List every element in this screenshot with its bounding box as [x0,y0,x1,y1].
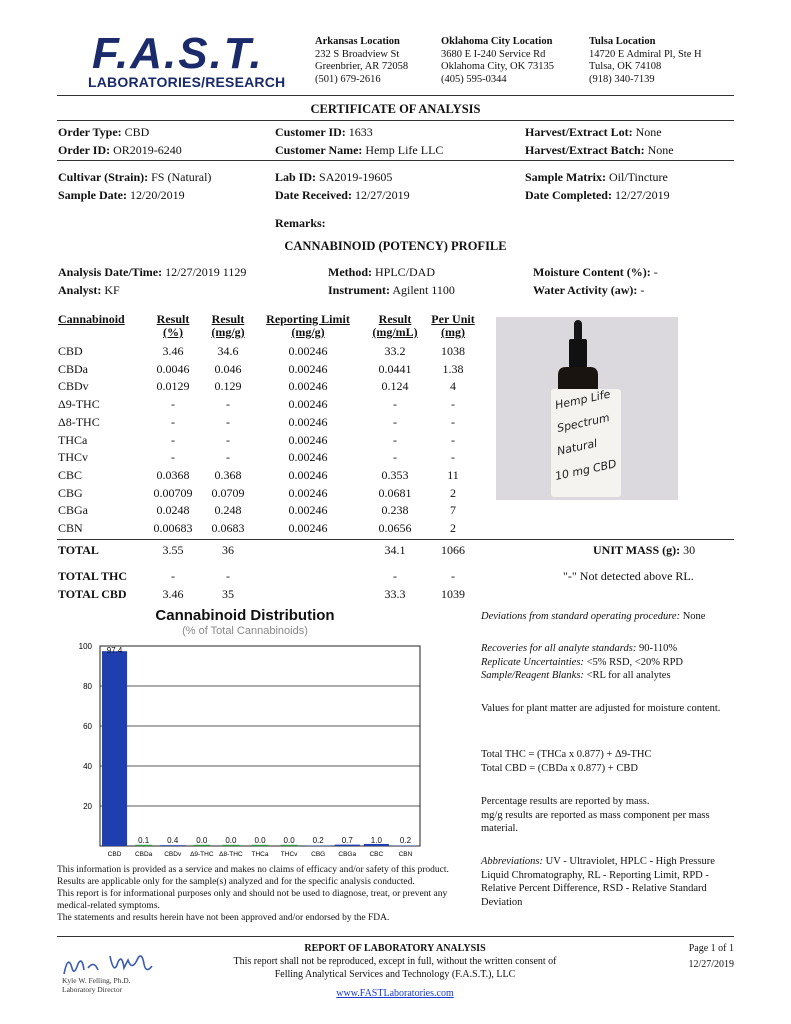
table-row-cell: 0.00246 [288,432,328,447]
table-row-cell: 0.00246 [288,503,328,518]
table-row-cell: CBN [58,521,83,535]
water-activity: Water Activity (aw): - [533,283,645,297]
table-row-cell: 33.2 [384,344,406,358]
header-rule [57,95,734,96]
analysis-datetime: Analysis Date/Time: 12/27/2019 1129 [58,265,247,279]
table-row-cell: 0.0656 [378,521,412,535]
order-id: Order ID: OR2019-6240 [58,143,182,157]
location-okc: Oklahoma City Location 3680 E I-240 Service Rd Oklahoma City, OK 73135 (405) 595-0344 [441,36,555,85]
table-row-cell: - [451,397,455,412]
sample-date: Sample Date: 12/20/2019 [58,188,185,202]
table-row-cell: 0.00246 [288,344,328,358]
table-row-cell: 0.00246 [288,485,328,500]
title-rule [57,120,734,121]
total-thc-row-cell: - [171,569,175,583]
coa-title: CERTIFICATE OF ANALYSIS [310,102,481,116]
date-completed: Date Completed: 12/27/2019 [525,188,670,202]
data-label: 0.0 [196,836,208,845]
table-row-cell: 0.00683 [153,521,193,535]
table-row-cell: - [226,397,230,412]
table-row-cell: 0.368 [214,467,242,482]
total-cbd-row-cell: 3.46 [162,587,184,601]
table-row-cell: 0.046 [214,361,242,376]
table-row-cell: - [393,432,397,447]
photo-label-2: Spectrum [555,411,611,435]
table-row-cell: - [171,414,175,429]
table-row-cell: - [451,414,455,429]
table-row-cell: 0.0248 [156,503,190,518]
table-row-cell: THCv [58,450,88,465]
bar-CBD [102,651,127,846]
table-row-cell: CBC [58,467,83,482]
sample-photo [496,317,678,500]
footer-report: REPORT OF LABORATORY ANALYSIS This report shall not be reproduced, except in full, without the written consent of Felling Analytical Services and Technology (F.A.S.T.), LLC [233,943,557,980]
harvest-lot: Harvest/Extract Lot: None [525,125,662,139]
table-row-cell: CBD [58,344,83,358]
table-row-cell: 0.0046 [156,361,190,376]
note-plant-values: Values for plant matter are adjusted for moisture content. [481,703,721,714]
total-thc-row-cell: - [226,569,230,583]
x-tick-label: CBD [107,851,122,856]
total-thc-row-cell: - [393,569,397,583]
col-header-result-mgml: Result (mg/mL) [372,312,418,339]
instrument: Instrument: Agilent 1100 [328,283,455,297]
table-row-cell: - [171,432,175,447]
table-row-cell: - [226,414,230,429]
order-rule [57,160,734,161]
table-row-cell: 0.0683 [211,521,245,535]
analyst: Analyst: KF [58,283,120,297]
y-tick-label: 40 [83,762,92,771]
plot-frame [100,646,420,846]
table-row-cell: - [393,414,397,429]
table-row-cell: 0.00246 [288,397,328,412]
data-label: 0.0 [283,836,295,845]
order-type: Order Type: CBD [58,125,150,139]
table-row-cell: 0.0368 [156,467,190,482]
table-row-cell: 1.38 [442,361,464,376]
table-row-cell: 11 [447,467,459,482]
website-link[interactable]: www.FASTLaboratories.com [336,988,454,999]
x-tick-label: CBG [311,851,326,856]
location-tulsa: Tulsa Location 14720 E Admiral Pl, Ste H Tulsa, OK 74108 (918) 340-7139 [589,36,702,85]
table-row-cell: 0.0129 [156,379,190,394]
table-row-cell: CBG [58,485,83,500]
table-row-cell: 0.124 [381,379,409,394]
col-header-rl: Reporting Limit (mg/g) [266,312,350,339]
unit-mass: UNIT MASS (g): 30 [593,543,696,557]
chart-title: Cannabinoid Distribution [155,607,335,624]
profile-title: CANNABINOID (POTENCY) PROFILE [284,239,507,253]
bar-CBDv [160,845,185,846]
table-row-cell: 0.00246 [288,361,328,376]
logo-subtitle: LABORATORIES/RESEARCH [88,74,286,90]
customer-name: Customer Name: Hemp Life LLC [275,143,444,157]
method: Method: HPLC/DAD [328,265,436,279]
y-tick-label: 80 [83,682,92,691]
sample-matrix: Sample Matrix: Oil/Tincture [525,170,668,184]
total-row-cell: TOTAL [58,543,99,557]
table-row-cell: 0.238 [381,503,409,518]
table-row-cell: CBGa [58,503,88,518]
total-cbd-row-cell: 35 [222,587,234,601]
total-cbd-row-cell: 1039 [441,587,465,601]
y-tick-label: 100 [78,642,92,651]
table-row-cell: - [226,450,230,465]
note-deviations: Deviations from standard operating procedure: None [481,611,706,622]
cannabinoid-distribution-chart [70,638,430,856]
table-row-cell: - [171,450,175,465]
table-row-cell: - [451,432,455,447]
remarks: Remarks: [275,216,326,230]
cultivar: Cultivar (Strain): FS (Natural) [58,170,212,184]
data-label: 0.0 [225,836,237,845]
data-label: 0.1 [138,836,150,845]
total-row-cell: 34.1 [384,543,406,557]
table-row-cell: - [171,397,175,412]
harvest-batch: Harvest/Extract Batch: None [525,143,674,157]
page-info: Page 1 of 1 12/27/2019 [688,943,734,970]
table-row-cell: - [393,397,397,412]
x-tick-label: CBDv [164,851,182,856]
table-row-cell: 34.6 [217,344,239,358]
table-row-cell: 7 [450,503,456,518]
data-label: 1.0 [370,836,382,845]
table-row-cell: 0.00246 [288,467,328,482]
table-row-cell: 0.00246 [288,521,328,535]
x-tick-label: Δ9-THC [190,851,214,856]
data-label: 97.4 [106,646,123,655]
x-tick-label: Δ8-THC [219,851,243,856]
company-logo [88,28,288,74]
table-row-cell: THCa [58,432,88,447]
table-row-cell: 0.353 [381,467,409,482]
table-row-cell: 1038 [441,344,465,358]
note-formulas: Total THC = (THCa x 0.877) + Δ9-THC Total CBD = (CBDa x 0.877) + CBD [481,749,652,774]
data-label: 0.2 [312,836,324,845]
x-tick-label: THCa [251,851,269,856]
logo-text: F.A.S.T. [92,29,264,74]
table-row-cell: 0.129 [214,379,242,394]
nd-note: "-" Not detected above RL. [563,569,694,583]
col-header-result-pct: Result (%) [156,312,190,339]
total-row-cell: 1066 [441,543,465,557]
table-row-cell: 0.00246 [288,414,328,429]
table-row-cell: - [451,450,455,465]
y-tick-label: 20 [83,802,92,811]
note-abbreviations: Abbreviations: UV - Ultraviolet, HPLC - High Pressure Liquid Chromatography, RL - Reporting Limit, RPD - Relative Percent Difference, RSD - Relative Standard Deviation [481,856,715,908]
footer-rule [57,936,734,937]
table-row-cell: 0.0441 [378,361,412,376]
location-arkansas: Arkansas Location 232 S Broadview St Greenbrier, AR 72058 (501) 679-2616 [315,36,409,85]
table-row-cell: 0.00246 [288,450,328,465]
total-thc-row-cell: TOTAL THC [58,569,128,583]
lab-id: Lab ID: SA2019-19605 [275,170,393,184]
disclaimer: This information is provided as a service and makes no claims of efficacy and/or safety of this product. Results are applicable only for the sample(s) analyzed and for the specific analysis conducted. This report is for informational purposes only and should not be used to diagnose, treat, or prevent any medical-related symptoms. The statements and results herein have not been approved and/or endorsed by the FDA. [57,865,449,923]
photo-label-3: Natural [555,436,599,458]
table-row-cell: 0.00709 [153,485,193,500]
table-row-cell: 0.00246 [288,379,328,394]
y-tick-label: 60 [83,722,92,731]
table-row-cell: 0.248 [214,503,242,518]
table-row-cell: 2 [450,521,456,535]
table-row-cell: 2 [450,485,456,500]
table-row-cell: Δ9-THC [58,397,100,412]
total-row-cell: 3.55 [162,543,184,557]
table-row-cell: 0.0681 [378,485,412,500]
chart-subtitle: (% of Total Cannabinoids) [182,625,308,637]
total-cbd-row-cell: TOTAL CBD [58,587,127,601]
table-row-cell: 4 [450,379,456,394]
table-row-cell: CBDv [58,379,89,394]
note-recoveries: Recoveries for all analyte standards: 90-110% Replicate Uncertainties: <5% RSD, <20% RPD Sample/Reagent Blanks: <RL for all analytes [481,643,684,681]
data-label: 0.4 [167,836,179,845]
total-cbd-row-cell: 33.3 [384,587,406,601]
date-received: Date Received: 12/27/2019 [275,188,410,202]
x-tick-label: CBGa [338,851,357,856]
table-row-cell: CBDa [58,361,88,376]
total-thc-row-cell: - [451,569,455,583]
moisture-content: Moisture Content (%): - [533,265,658,279]
note-mass: Percentage results are reported by mass. mg/g results are reported as mass component per mass material. [481,796,710,834]
x-tick-label: CBN [398,851,413,856]
x-tick-label: CBDa [134,851,153,856]
col-header-per-unit: Per Unit (mg) [431,312,475,339]
total-row-cell: 36 [222,543,234,557]
data-label: 0.7 [341,836,353,845]
total-rule [57,539,734,540]
col-header-result-mgg: Result (mg/g) [211,312,245,339]
photo-label-1: Hemp Life [553,387,612,412]
photo-label-4: 10 mg CBD [553,457,618,483]
x-tick-label: CBC [369,851,384,856]
x-tick-label: THCv [280,851,298,856]
table-row-cell: 0.0709 [211,485,245,500]
table-row-cell: - [393,450,397,465]
signer: Kyle W. Felling, Ph.D. Laboratory Director [62,976,131,994]
customer-id: Customer ID: 1633 [275,125,373,139]
table-row-cell: 3.46 [162,344,184,358]
table-row-cell: - [226,432,230,447]
table-row-cell: Δ8-THC [58,414,100,429]
data-label: 0.0 [254,836,266,845]
data-label: 0.2 [399,836,412,845]
col-header-cannabinoid: Cannabinoid [58,312,125,326]
